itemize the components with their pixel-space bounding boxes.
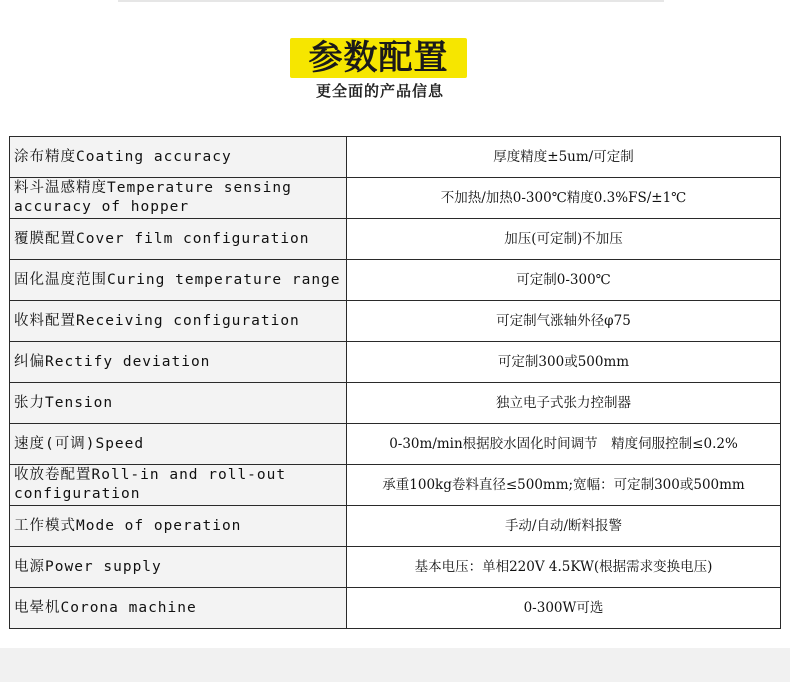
spec-label: 涂布精度Coating accuracy xyxy=(10,137,347,178)
table-row xyxy=(10,547,781,588)
spec-value: 可定制气涨轴外径φ75 xyxy=(347,301,781,342)
spec-label: 收放卷配置Roll-in and roll-out configuration xyxy=(10,465,347,506)
bottom-band xyxy=(0,648,790,682)
spec-label: 速度(可调)Speed xyxy=(10,424,347,465)
spec-label: 电晕机Corona machine xyxy=(10,588,347,629)
table-row xyxy=(10,506,781,547)
spec-label: 固化温度范围Curing temperature range xyxy=(10,260,347,301)
spec-value: 可定制300或500mm xyxy=(347,342,781,383)
table-row xyxy=(10,424,781,465)
table-row xyxy=(10,178,781,219)
spec-value: 0-30m/min根据胶水固化时间调节 精度伺服控制≤0.2% xyxy=(347,424,781,465)
table-row xyxy=(10,301,781,342)
table-row xyxy=(10,219,781,260)
spec-value: 独立电子式张力控制器 xyxy=(347,383,781,424)
table-row xyxy=(10,137,781,178)
table-row xyxy=(10,342,781,383)
spec-value: 基本电压：单相220V 4.5KW(根据需求变换电压) xyxy=(347,547,781,588)
spec-value: 手动/自动/断料报警 xyxy=(347,506,781,547)
spec-value: 不加热/加热0-300℃精度0.3%FS/±1℃ xyxy=(347,178,781,219)
table-row xyxy=(10,383,781,424)
spec-value: 0-300W可选 xyxy=(347,588,781,629)
table-row xyxy=(10,588,781,629)
spec-label: 收料配置Receiving configuration xyxy=(10,301,347,342)
spec-value: 厚度精度±5um/可定制 xyxy=(347,137,781,178)
top-divider xyxy=(118,0,664,2)
spec-value: 承重100kg卷料直径≤500mm;宽幅：可定制300或500mm xyxy=(347,465,781,506)
spec-value: 可定制0-300℃ xyxy=(347,260,781,301)
spec-label: 电源Power supply xyxy=(10,547,347,588)
spec-label: 料斗温感精度Temperature sensing accuracy of hopper xyxy=(10,178,347,219)
spec-label: 纠偏Rectify deviation xyxy=(10,342,347,383)
spec-table xyxy=(9,136,781,629)
table-row xyxy=(10,465,781,506)
table-row xyxy=(10,260,781,301)
page-title: 参数配置 xyxy=(308,38,449,78)
spec-label: 覆膜配置Cover film configuration xyxy=(10,219,347,260)
page-subtitle: 更全面的产品信息 xyxy=(315,82,444,100)
spec-value: 加压(可定制)不加压 xyxy=(347,219,781,260)
spec-label: 工作模式Mode of operation xyxy=(10,506,347,547)
spec-label: 张力Tension xyxy=(10,383,347,424)
